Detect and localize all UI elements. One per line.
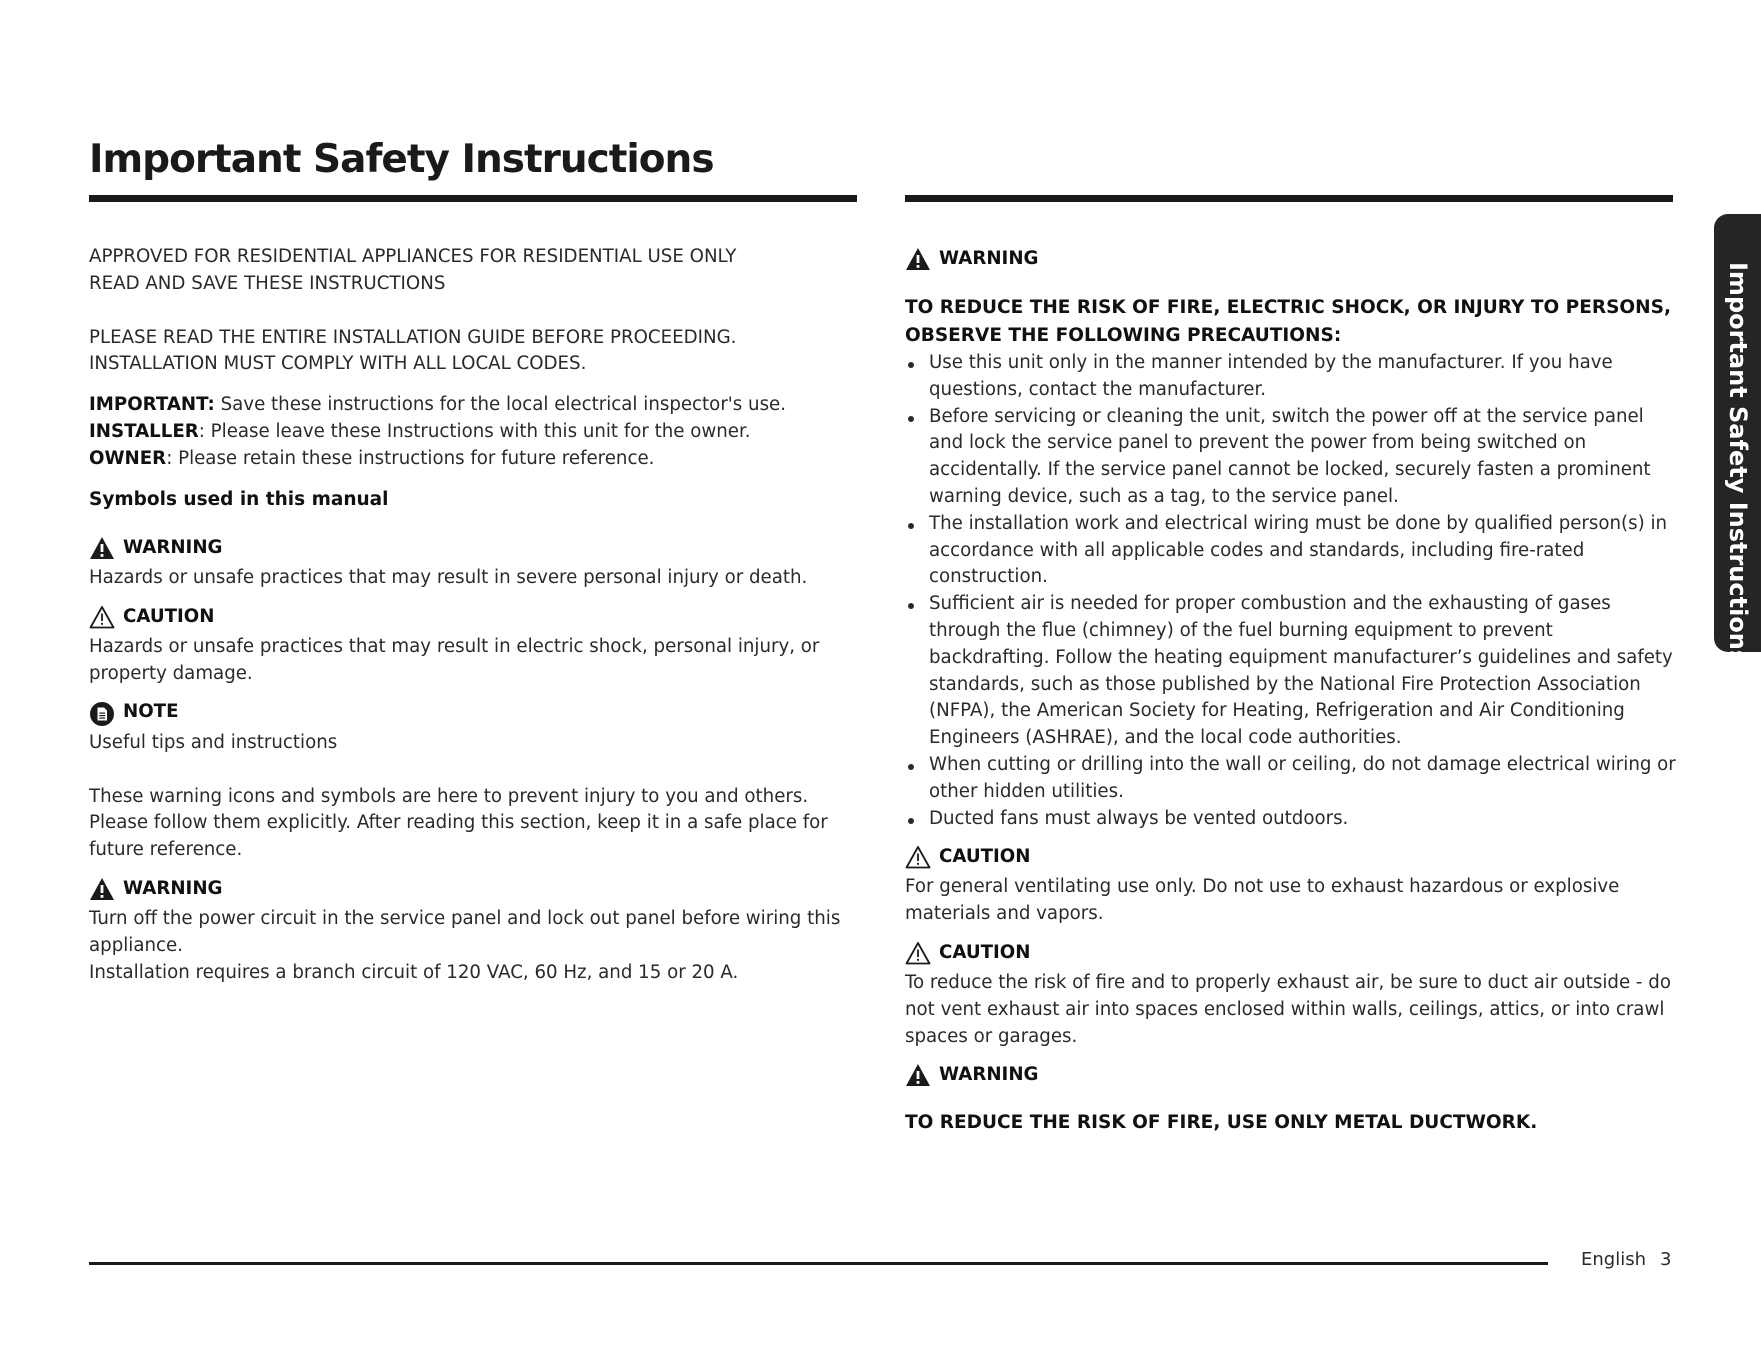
read-save-line: READ AND SAVE THESE INSTRUCTIONS: [89, 272, 446, 294]
warning-filled-triangle-icon: [89, 877, 115, 901]
right-column: [905, 244, 1677, 1137]
right-warning-label: WARNING: [939, 247, 1039, 269]
right-warning-row: [905, 244, 1677, 274]
right-caution-row-2: [905, 938, 1677, 968]
list-item: When cutting or drilling into the wall or ceiling, do not damage electrical wiring or other hidden utilities.: [905, 752, 1677, 806]
right-warning-heading: TO REDUCE THE RISK OF FIRE, ELECTRIC SHOCK, OR INJURY TO PERSONS, OBSERVE THE FOLLOWING PRECAUTIONS:: [905, 297, 1671, 346]
right-caution-row-1: [905, 842, 1677, 872]
right-warning-heading-2: TO REDUCE THE RISK OF FIRE, USE ONLY METAL DUCTWORK.: [905, 1112, 1538, 1134]
caution-outline-triangle-icon: [905, 941, 931, 965]
icons-paragraph: These warning icons and symbols are here to prevent injury to you and others. Please follow them explicitly. After reading this section, keep it in a safe place for future reference.: [89, 785, 828, 861]
left-warning-row: [89, 874, 859, 904]
list-item: Before servicing or cleaning the unit, switch the power off at the service panel and lock the service panel to prevent the power from being switched on accidentally. If the service panel cannot be locked, securely fasten a prominent warning device, such as a tag, to the service panel.: [905, 404, 1677, 511]
list-item: Sufficient air is needed for proper combustion and the exhausting of gases through the flue (chimney) of the fuel burning equipment to prevent backdrafting. Follow the heating equipment manufacturer’s guidelines and safety standards, such as those published by the National Fire Protection Association (NFPA), the American Society for Heating, Refrigeration and Air Conditioning Engineers (ASHRAE), and the local code authorities.: [905, 591, 1677, 752]
right-warning-label-2: WARNING: [939, 1063, 1039, 1085]
important-text: Save these instructions for the local electrical inspector's use.: [214, 394, 787, 416]
left-warning-text-2: Installation requires a branch circuit of 120 VAC, 60 Hz, and 15 or 20 A.: [89, 961, 739, 983]
warning-symbol-row: [89, 533, 859, 563]
right-caution-label-1: CAUTION: [939, 845, 1031, 867]
note-symbol-desc: Useful tips and instructions: [89, 731, 338, 753]
right-caution-text-1: For general ventilating use only. Do not use to exhaust hazardous or explosive materials and vapors.: [905, 876, 1620, 925]
left-warning-label: WARNING: [123, 877, 223, 899]
caution-symbol-row: [89, 602, 859, 632]
footer-rule: [89, 1262, 1548, 1265]
caution-symbol-label: CAUTION: [123, 605, 215, 627]
approved-line: APPROVED FOR RESIDENTIAL APPLIANCES FOR RESIDENTIAL USE ONLY: [89, 246, 737, 267]
precautions-list: [905, 350, 1677, 832]
list-item: Use this unit only in the manner intended by the manufacturer. If you have questions, contact the manufacturer.: [905, 350, 1677, 404]
owner-line: [89, 446, 859, 473]
side-tab-label: Important Safety Instructions: [1724, 262, 1752, 665]
warning-filled-triangle-icon: [905, 247, 931, 271]
left-column: [89, 244, 859, 986]
caution-outline-triangle-icon: [905, 845, 931, 869]
note-symbol-row: [89, 698, 859, 728]
warning-symbol-desc: Hazards or unsafe practices that may result in severe personal injury or death.: [89, 567, 808, 589]
installer-text: : Please leave these Instructions with this unit for the owner.: [198, 420, 751, 442]
owner-label: OWNER: [89, 447, 167, 469]
header-rule-right: [905, 195, 1673, 202]
must-comply-line: INSTALLATION MUST COMPLY WITH ALL LOCAL CODES.: [89, 353, 587, 375]
warning-filled-triangle-icon: [89, 536, 115, 560]
page-number: 3: [1660, 1249, 1672, 1270]
page-title: Important Safety Instructions: [89, 137, 714, 182]
owner-text: : Please retain these instructions for future reference.: [166, 447, 655, 469]
header-rule-left: [89, 195, 857, 202]
right-warning-row-2: [905, 1060, 1677, 1090]
important-line: [89, 392, 859, 419]
warning-filled-triangle-icon: [905, 1063, 931, 1087]
important-label: IMPORTANT:: [89, 394, 215, 416]
note-document-icon: [89, 701, 115, 725]
note-symbol-label: NOTE: [123, 701, 179, 723]
installer-label: INSTALLER: [89, 420, 199, 442]
symbols-heading: Symbols used in this manual: [89, 488, 389, 510]
warning-symbol-label: WARNING: [123, 536, 223, 558]
right-caution-text-2: To reduce the risk of fire and to properly exhaust air, be sure to duct air outside - do not vent exhaust air into spaces enclosed within walls, ceilings, attics, or into crawl spaces or garages.: [905, 971, 1671, 1047]
footer-language: English: [1581, 1249, 1646, 1270]
caution-outline-triangle-icon: [89, 605, 115, 629]
please-read-line: PLEASE READ THE ENTIRE INSTALLATION GUIDE BEFORE PROCEEDING.: [89, 326, 737, 348]
list-item: The installation work and electrical wiring must be done by qualified person(s) in accordance with all applicable codes and standards, including fire-rated construction.: [905, 511, 1677, 591]
left-warning-text-1: Turn off the power circuit in the service panel and lock out panel before wiring this appliance.: [89, 907, 841, 956]
caution-symbol-desc: Hazards or unsafe practices that may result in electric shock, personal injury, or property damage.: [89, 636, 820, 684]
installer-line: [89, 419, 859, 446]
right-caution-label-2: CAUTION: [939, 941, 1031, 963]
list-item: Ducted fans must always be vented outdoors.: [905, 806, 1677, 833]
